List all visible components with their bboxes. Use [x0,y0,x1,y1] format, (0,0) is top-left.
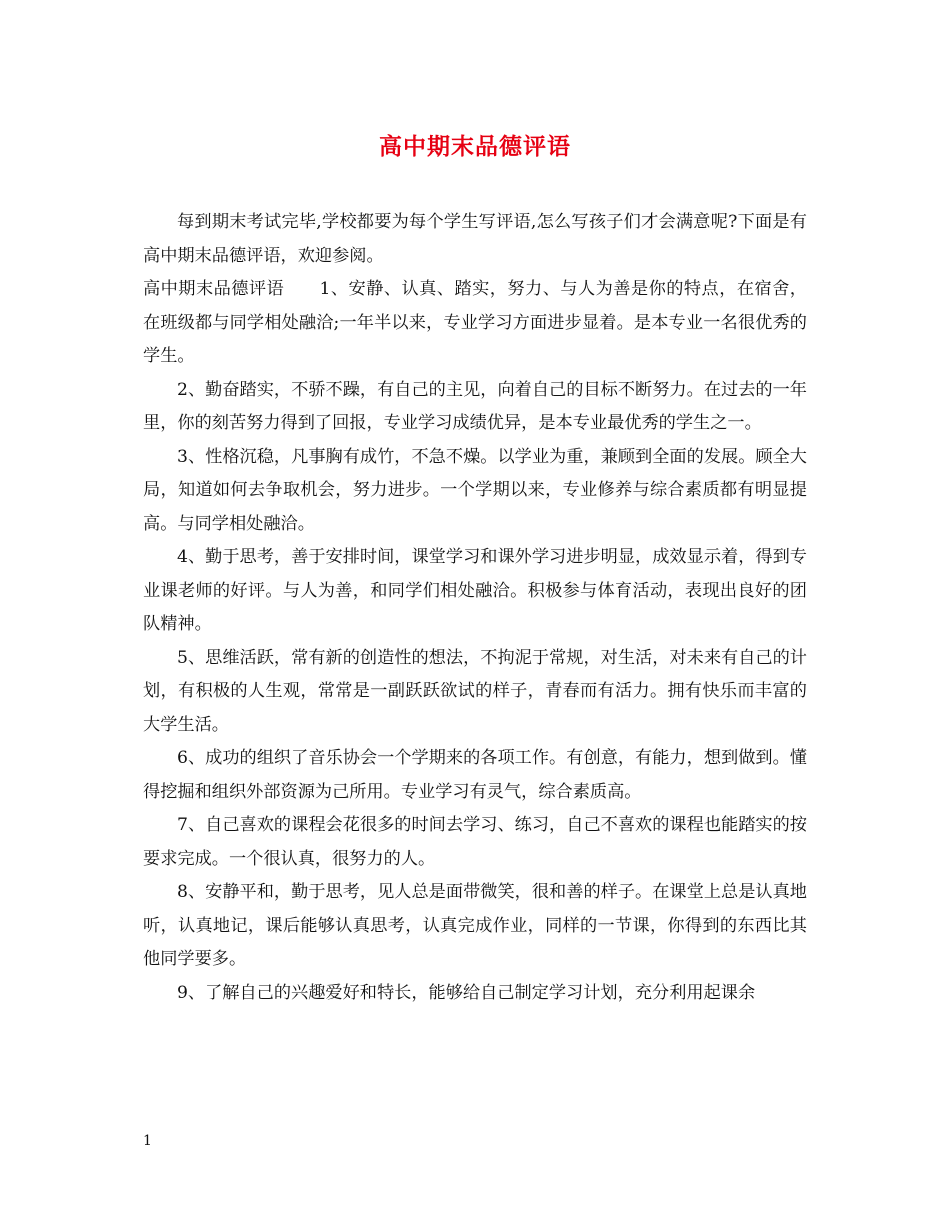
intro-paragraph: 每到期末考试完毕,学校都要为每个学生写评语,怎么写孩子们才会满意呢?下面是有高中期末品德评语，欢迎参阅。 [143,212,807,266]
comment-paragraph-8: 8、安静平和，勤于思考，见人总是面带微笑，很和善的样子。在课堂上总是认真地听，认真地记，课后能够认真思考，认真完成作业，同样的一节课，你得到的东西比其他同学要多。 [143,882,807,969]
comment-paragraph-4: 4、勤于思考，善于安排时间，课堂学习和课外学习进步明显，成效显示着，得到专业课老师的好评。与人为善，和同学们相处融洽。积极参与体育活动，表现出良好的团队精神。 [143,547,807,634]
comment-paragraph-3: 3、性格沉稳，凡事胸有成竹，不急不燥。以学业为重，兼顾到全面的发展。顾全大局，知道如何去争取机会，努力进步。一个学期以来，专业修养与综合素质都有明显提高。与同学相处融洽。 [143,446,807,534]
page-number: 1 [143,1133,152,1149]
comment-paragraph-7: 7、自己喜欢的课程会花很多的时间去学习、练习，自己不喜欢的课程也能踏实的按要求完成。一个很认真，很努力的人。 [143,815,807,869]
comment-paragraph-9: 9、了解自己的兴趣爱好和特长，能够给自己制定学习计划，充分利用起课余 [177,982,756,1003]
comment-paragraph-5: 5、思维活跃，常有新的创造性的想法，不拘泥于常规，对生活，对未来有自己的计划，有积极的人生观，常常是一副跃跃欲试的样子，青春而有活力。拥有快乐而丰富的大学生活。 [143,647,807,735]
comment-paragraph-2: 2、勤奋踏实，不骄不躁，有自己的主见，向着自己的目标不断努力。在过去的一年里，你的刻苦努力得到了回报，专业学习成绩优异，是本专业最优秀的学生之一。 [143,379,807,433]
comment-paragraph-6: 6、成功的组织了音乐协会一个学期来的各项工作。有创意，有能力，想到做到。懂得挖掘和组织外部资源为己所用。专业学习有灵气，综合素质高。 [143,748,807,802]
comment-paragraph-1: 高中期末品德评语 1、安静、认真、踏实，努力、与人为善是你的特点，在宿舍，在班级都与同学相处融洽;一年半以来，专业学习方面进步显着。是本专业一名很优秀的学生。 [143,279,807,366]
document-body [143,206,807,1010]
document-title: 高中期末品德评语 [379,133,571,160]
